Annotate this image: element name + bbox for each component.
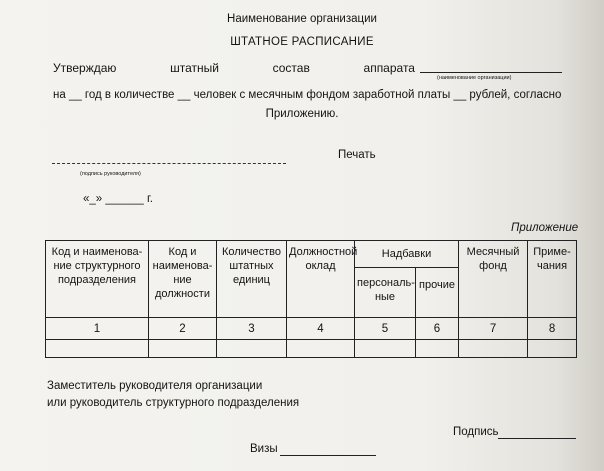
table-cell — [459, 340, 528, 358]
table-cell — [355, 340, 416, 358]
deputy-line-2: или руководитель структурного подразделения — [47, 397, 300, 409]
deputy-line-1: Заместитель руководителя организации — [47, 380, 263, 392]
staff-table — [45, 240, 577, 358]
approve-word-4: аппарата — [363, 61, 415, 75]
quantity-line: на __ год в количестве __ человек с месячным фондом заработной платы __ рублей, согласно — [53, 89, 562, 101]
signature-line — [498, 438, 576, 439]
approve-line — [53, 61, 415, 75]
approve-word-1: Утверждаю — [53, 61, 117, 75]
column-number: 8 — [528, 318, 577, 340]
signature-label: Подпись — [453, 426, 499, 438]
header-staff-units: Количество штатных единиц — [217, 241, 287, 318]
table-cell — [287, 340, 355, 358]
table-cell — [149, 340, 217, 358]
visas-label: Визы — [250, 443, 278, 455]
head-signature-caption: (подпись руководителя) — [80, 171, 141, 177]
appendix-label: Приложение — [511, 222, 579, 234]
table-cell — [528, 340, 577, 358]
document-title: ШТАТНОЕ РАСПИСАНИЕ — [230, 36, 374, 48]
header-monthly-fund: Месячный фонд — [459, 241, 528, 318]
approve-word-3: состав — [272, 61, 310, 75]
column-number: 4 — [287, 318, 355, 340]
table-cell — [416, 340, 459, 358]
organization-underline — [420, 72, 562, 73]
organization-name: Наименование организации — [227, 13, 377, 25]
column-number: 1 — [46, 318, 149, 340]
column-number: 5 — [355, 318, 416, 340]
date-line: «_» ______ г. — [83, 193, 153, 205]
header-allowances: Надбавки — [355, 241, 459, 268]
header-position: Код и наименова-ние должности — [149, 241, 217, 318]
seal-label: Печать — [338, 149, 376, 161]
head-signature-line — [52, 163, 286, 164]
header-other-allowance: прочие — [416, 268, 459, 318]
visas-line — [280, 455, 376, 456]
table-cell — [46, 340, 149, 358]
column-number: 7 — [459, 318, 528, 340]
header-personal-allowance: персональ-ные — [355, 268, 416, 318]
column-number: 3 — [217, 318, 287, 340]
column-number: 2 — [149, 318, 217, 340]
approve-word-2: штатный — [170, 61, 219, 75]
table-cell — [217, 340, 287, 358]
header-salary: Должностной оклад — [287, 241, 355, 318]
organization-caption: (наименование организации) — [437, 75, 512, 81]
appendix-reference: Приложению. — [265, 108, 339, 120]
header-division: Код и наименова-ние структурного подразделения — [46, 241, 149, 318]
header-notes: Приме-чания — [528, 241, 577, 318]
column-number: 6 — [416, 318, 459, 340]
